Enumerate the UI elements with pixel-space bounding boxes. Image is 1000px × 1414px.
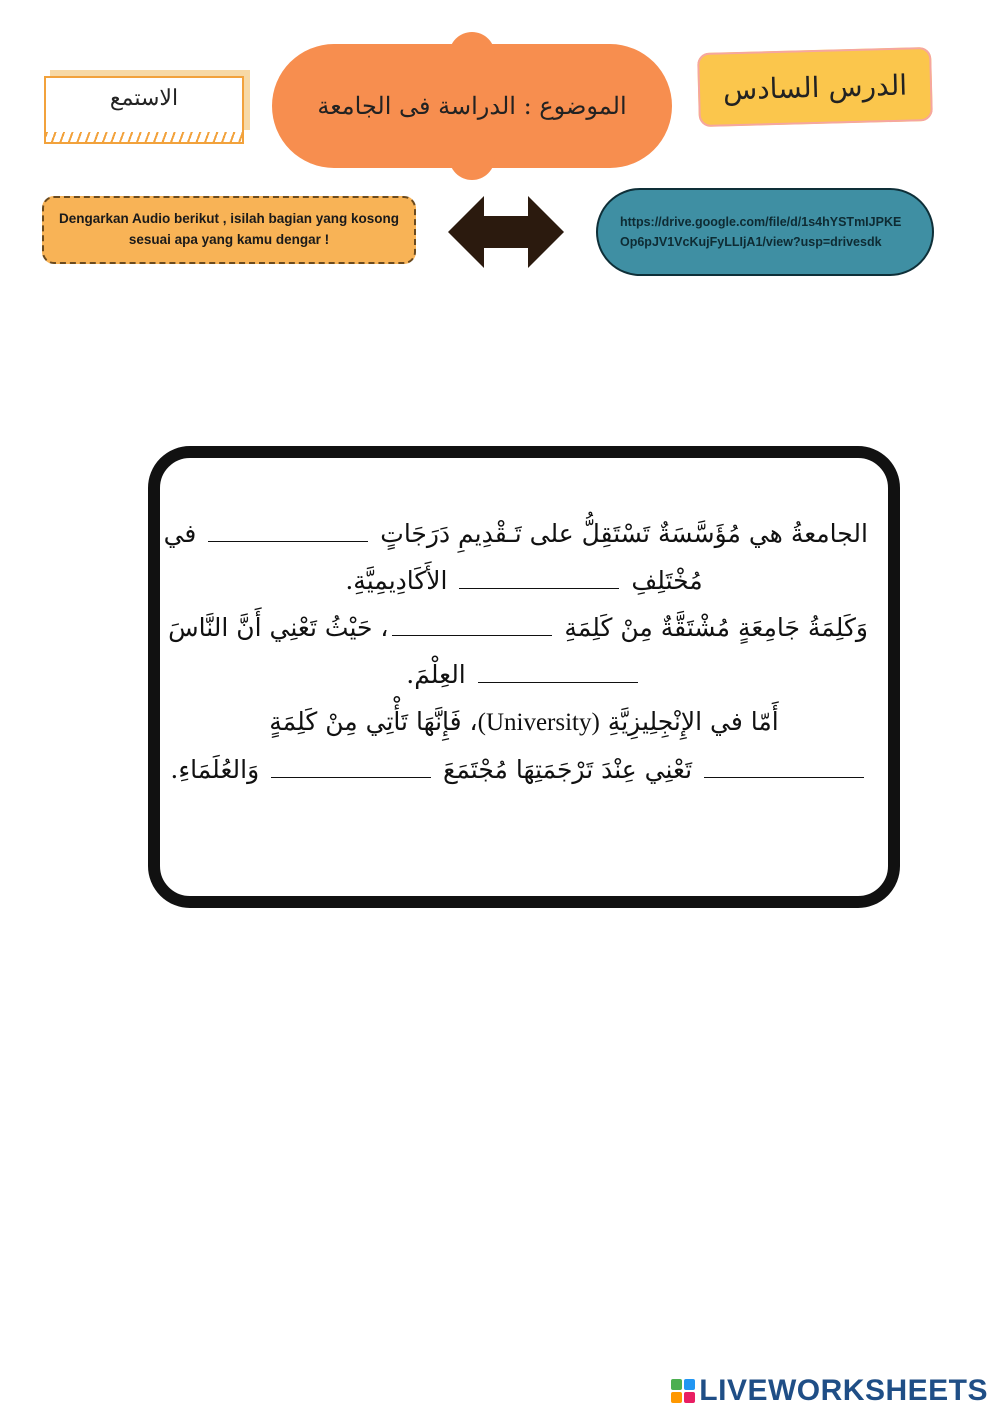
exercise-line-2 (180, 557, 868, 604)
listen-label: الاستمع (109, 85, 179, 111)
answer-blank-4[interactable] (478, 656, 638, 683)
audio-link[interactable] (596, 188, 934, 276)
exercise-paragraph (163, 510, 868, 793)
double-arrow-icon (448, 196, 564, 268)
lesson-badge (697, 47, 933, 127)
exercise-text: أَمّا في الإِنْجِلِيزِيَّةِ (607, 707, 779, 736)
instruction-text: Dengarkan Audio berikut , isilah bagian yang kosong sesuai apa yang kamu dengar ! (58, 211, 400, 247)
exercise-line-5 (180, 698, 868, 746)
exercise-text: وَكَلِمَةُ جَامِعَةٍ مُشْتَقَّةٌ مِنْ كَلِمَةِ (564, 613, 868, 642)
exercise-text: مُخْتَلِفِ (631, 566, 703, 595)
exercise-line-6 (170, 746, 868, 793)
answer-blank-1[interactable] (208, 515, 368, 542)
answer-blank-2[interactable] (459, 562, 619, 589)
exercise-text: وَالعُلَمَاءِ. (170, 755, 260, 784)
answer-blank-5[interactable] (704, 751, 864, 778)
exercise-text: ، حَيْثُ تَعْنِي أَنَّ النَّاسَ (168, 613, 389, 642)
exercise-line-1 (163, 510, 868, 557)
exercise-line-4 (180, 651, 868, 698)
lesson-title: الدرس السادس (722, 68, 908, 106)
exercise-latin-word: (University) (477, 709, 600, 736)
instruction-box (42, 196, 416, 264)
decorative-stripes (44, 132, 244, 144)
topic-title: الموضوع : الدراسة فى الجامعة (317, 92, 627, 120)
answer-blank-3[interactable] (392, 609, 552, 636)
footer-brand (671, 1374, 988, 1408)
liveworksheets-logo-icon (671, 1379, 695, 1403)
exercise-text: تَعْنِي عِنْدَ تَرْجَمَتِهَا مُجْتَمَعَ (443, 755, 693, 784)
audio-link-url[interactable]: https://drive.google.com/file/d/1s4hYSTmIJPKEOp6pJV1VcKujFyLLIjA1/view?usp=drivesdk (620, 215, 902, 249)
topic-badge (272, 44, 672, 168)
exercise-text: الأَكَادِيمِيَّةِ. (345, 566, 448, 595)
listen-label-box (44, 76, 244, 136)
answer-blank-6[interactable] (271, 751, 431, 778)
exercise-line-3 (168, 604, 868, 651)
exercise-text: ، فَإِنَّهَا تَأْتِي مِنْ كَلِمَةٍ (269, 707, 478, 736)
exercise-frame (148, 446, 900, 908)
exercise-text: في (163, 519, 197, 548)
exercise-text: الجامعةُ هي مُؤَسَّسَةٌ تَسْتَقِلُّ على تَـقْدِيمِ دَرَجَاتٍ (380, 519, 868, 548)
brand-name: LIVEWORKSHEETS (699, 1374, 988, 1407)
exercise-text: العِلْمَ. (406, 660, 466, 689)
